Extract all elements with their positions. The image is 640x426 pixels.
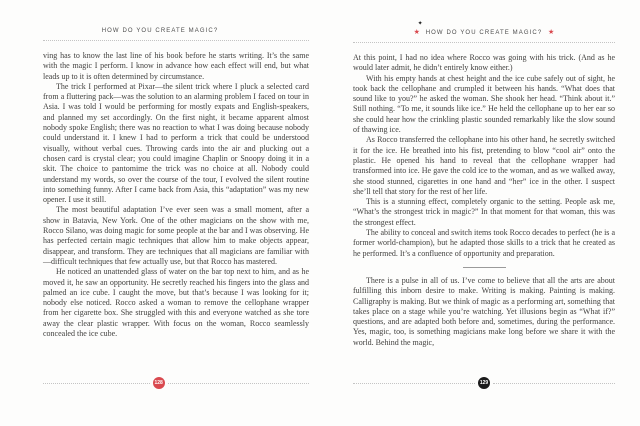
- left-page-number-badge: 128: [153, 377, 165, 389]
- body-paragraph: He noticed an unattended glass of water on the bar top next to him, and as he moved it, he saw an opportunity. He secretly reached his fingers into the glass and palmed an ice cube. I caught the move, but that’s because I was looking for it; nobody else noticed. Rocco asked a woman to remove the cellophane wrapper from her cigarette box. She struggled with this and everyone watched as she tore away the clear plastic wrapper. With focus on the woman, Rocco seamlessly concealed the ice cube.: [43, 267, 309, 339]
- footer-rule: [493, 383, 615, 384]
- body-paragraph: This is a stunning effect, completely organic to the setting. People ask me, “What’s the strongest trick in magic?” In that moment for that woman, this was the strongest effect.: [353, 197, 615, 227]
- section-divider: [463, 267, 506, 268]
- right-running-header: [353, 21, 615, 43]
- body-paragraph: The trick I performed at Pixar—the silent trick where I pluck a selected card from a fluttering pack—was the solution to an alarming problem I faced on tour in Asia. I was told I would be performing for mostly expats and English-speakers, and planned my set accordingly. On the first night, it became apparent almost nobody spoke English; there was no reaction to what I was doing because nobody could understand it. I knew I had to perform a trick that could be understood visually, without verbal cues. Throwing cards into the air and plucking out a chosen card is crystal clear; you could imagine Chaplin or Snoopy doing it in a skit. The choice to pantomime the trick was no choice at all. Nobody could understand my words, so over the course of the tour, I evolved the silent routine into something funny. After I came back from Asia, this “adaptation” was my new opener. I use it still.: [43, 81, 309, 205]
- right-page-footer: [353, 377, 615, 389]
- right-page-number-badge: 129: [478, 377, 490, 389]
- running-header-title: HOW DO YOU CREATE MAGIC?: [101, 28, 219, 34]
- left-page-body: [43, 51, 309, 339]
- body-paragraph: The ability to conceal and switch items took Rocco decades to perfect (he is a former world-champion), but he adapted those skills to a trick that he created as he performed. It’s a confluence of opportunity and preparation.: [353, 228, 615, 258]
- body-paragraph: As Rocco transferred the cellophane into his other hand, he secretly switched it for the ice. He breathed into his fist, pretending to blow “cool air” onto the plastic. He opened his hand to reveal that the cellophane wrapper had transformed into ice. He gave the cold ice to the woman, and as we walked away, she stood stunned, cigarettes in one hand and “her” ice in the other. I suspect she’ll tell that story for the rest of her life.: [353, 135, 615, 196]
- right-header-ornament-group: [411, 21, 558, 36]
- footer-rule: [168, 383, 309, 384]
- right-page-body: [353, 53, 615, 348]
- footer-rule: [43, 383, 150, 384]
- sparkle-icon: ✦: [417, 21, 423, 27]
- left-page-footer: [43, 377, 309, 389]
- body-paragraph: With his empty hands at chest height and the ice cube safely out of sight, he took back the cellophane and crumpled it between his hands. “What does that sound like to you?” he asked the woman. She shook her head. “Think about it.” Still nothing. “To me, it sounds like ice.” He held the cellophane up to her ear so she could hear how the crinkling plastic sounded remarkably like the slow sound of thawing ice.: [353, 73, 615, 135]
- body-paragraph: At this point, I had no idea where Rocco was going with his trick. (And as he would later admit, he didn’t entirely know either.): [353, 53, 615, 73]
- left-page: [43, 28, 309, 396]
- body-paragraph: ving has to know the last line of his book before he starts writing. It’s the same with the magic I perform. I know in advance how each effect will end, but what leads up to it is often determined by circumstance.: [43, 51, 309, 81]
- body-paragraph: The most beautiful adaptation I’ve ever seen was a small moment, after a show in Batavia, New York. One of the other magicians on the show with me, Rocco Silano, was doing magic for some people at the bar and I was observing. He has perfected certain magic techniques that allow him to make objects appear, disappear, and transform. They are techniques that all magicians are familiar with—difficult techniques that few actually use, but that Rocco has mastered.: [43, 205, 309, 266]
- right-page: [353, 21, 615, 396]
- running-header-title: HOW DO YOU CREATE MAGIC?: [425, 30, 543, 36]
- star-icon: ★: [413, 29, 420, 36]
- left-running-header: [43, 28, 309, 41]
- star-icon: ★: [548, 29, 555, 36]
- footer-rule: [353, 383, 475, 384]
- body-paragraph: There is a pulse in all of us. I’ve come to believe that all the arts are about fulfilling this inborn desire to make. Writing is making. Painting is making. Calligraphy is making. But we think of magic as a performing art, something that takes place on a stage while you’re watching. Yet illusions begin as “What if?” questions, and are adapted both before and, sometimes, during the performance. Yes, magic, too, is something magicians make long before we share it with the world. Behind the magic,: [353, 275, 615, 347]
